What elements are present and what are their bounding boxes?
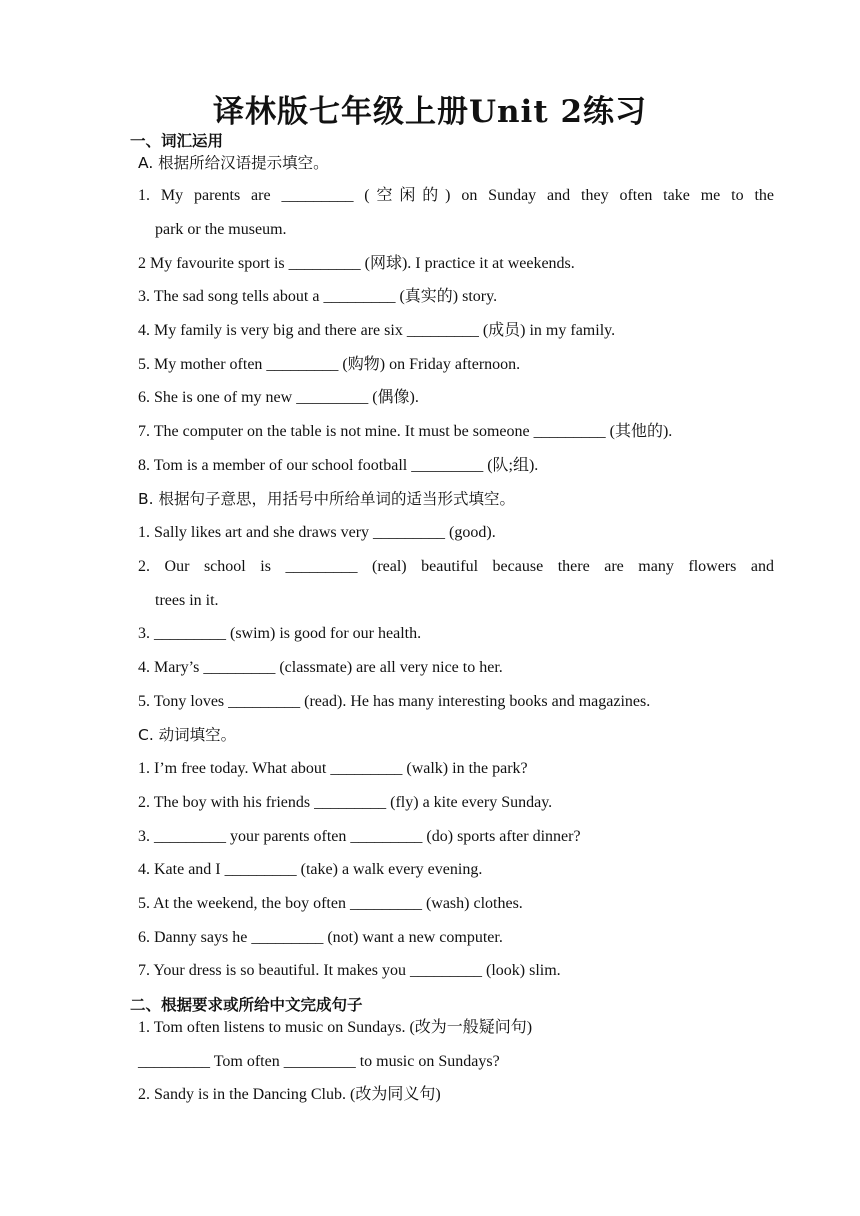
partC-item-4: 4. Kate and I _________ (take) a walk every evening.	[138, 861, 483, 878]
partC-item-2: 2. The boy with his friends _________ (fly) a kite every Sunday.	[138, 794, 553, 811]
partA-item-5: 5. My mother often _________ (购物) on Friday afternoon.	[138, 356, 521, 373]
section1-heading: 一、词汇运用	[130, 132, 224, 150]
partC-item-5: 5. At the weekend, the boy often _________ (wash) clothes.	[138, 895, 523, 912]
partA-item-7: 7. The computer on the table is not mine. It must be someone _________ (其他的).	[138, 423, 673, 440]
page-title: 译林版七年级上册Unit 2练习	[212, 94, 648, 130]
partB-item-2: 2. Our school is _________ (real) beautiful because there are many flowers and	[138, 558, 774, 575]
partB-item-4: 4. Mary’s _________ (classmate) are all very nice to her.	[138, 659, 503, 676]
partC-item-3: 3. _________ your parents often _________ (do) sports after dinner?	[138, 828, 581, 845]
partA-item-4: 4. My family is very big and there are six _________ (成员) in my family.	[138, 322, 616, 339]
partB-item-5: 5. Tony loves _________ (read). He has many interesting books and magazines.	[138, 693, 651, 710]
partC-item-7: 7. Your dress is so beautiful. It makes you _________ (look) slim.	[138, 962, 561, 979]
partA-label: A. 根据所给汉语提示填空。	[138, 154, 329, 172]
partB-label: B. 根据句子意思，用括号中所给单词的适当形式填空。	[138, 490, 515, 508]
section2-item-2: 2. Sandy is in the Dancing Club. (改为同义句)	[138, 1086, 441, 1103]
partA-item-8: 8. Tom is a member of our school football _________ (队;组).	[138, 457, 539, 474]
partC-item-1: 1. I’m free today. What about _________ (walk) in the park?	[138, 760, 528, 777]
partC-item-6: 6. Danny says he _________ (not) want a new computer.	[138, 929, 503, 946]
partB-item-1: 1. Sally likes art and she draws very _________ (good).	[138, 524, 496, 541]
partB-item-2-cont: trees in it.	[155, 592, 219, 609]
partA-item-6: 6. She is one of my new _________ (偶像).	[138, 389, 419, 406]
section2-item-1: 1. Tom often listens to music on Sundays. (改为一般疑问句)	[138, 1019, 533, 1036]
partA-item-1-cont: park or the museum.	[155, 221, 287, 238]
partB-item-3: 3. _________ (swim) is good for our health.	[138, 625, 422, 642]
section2-heading: 二、根据要求或所给中文完成句子	[130, 996, 363, 1014]
section2-item-1-answer: _________ Tom often _________ to music on Sundays?	[138, 1053, 500, 1070]
partA-item-3: 3. The sad song tells about a _________ (真实的) story.	[138, 288, 498, 305]
partA-item-2: 2 My favourite sport is _________ (网球). I practice it at weekends.	[138, 255, 575, 272]
partC-label: C. 动词填空。	[138, 726, 237, 744]
partA-item-1: 1. My parents are _________ (空闲的) on Sunday and they often take me to the	[138, 187, 774, 204]
